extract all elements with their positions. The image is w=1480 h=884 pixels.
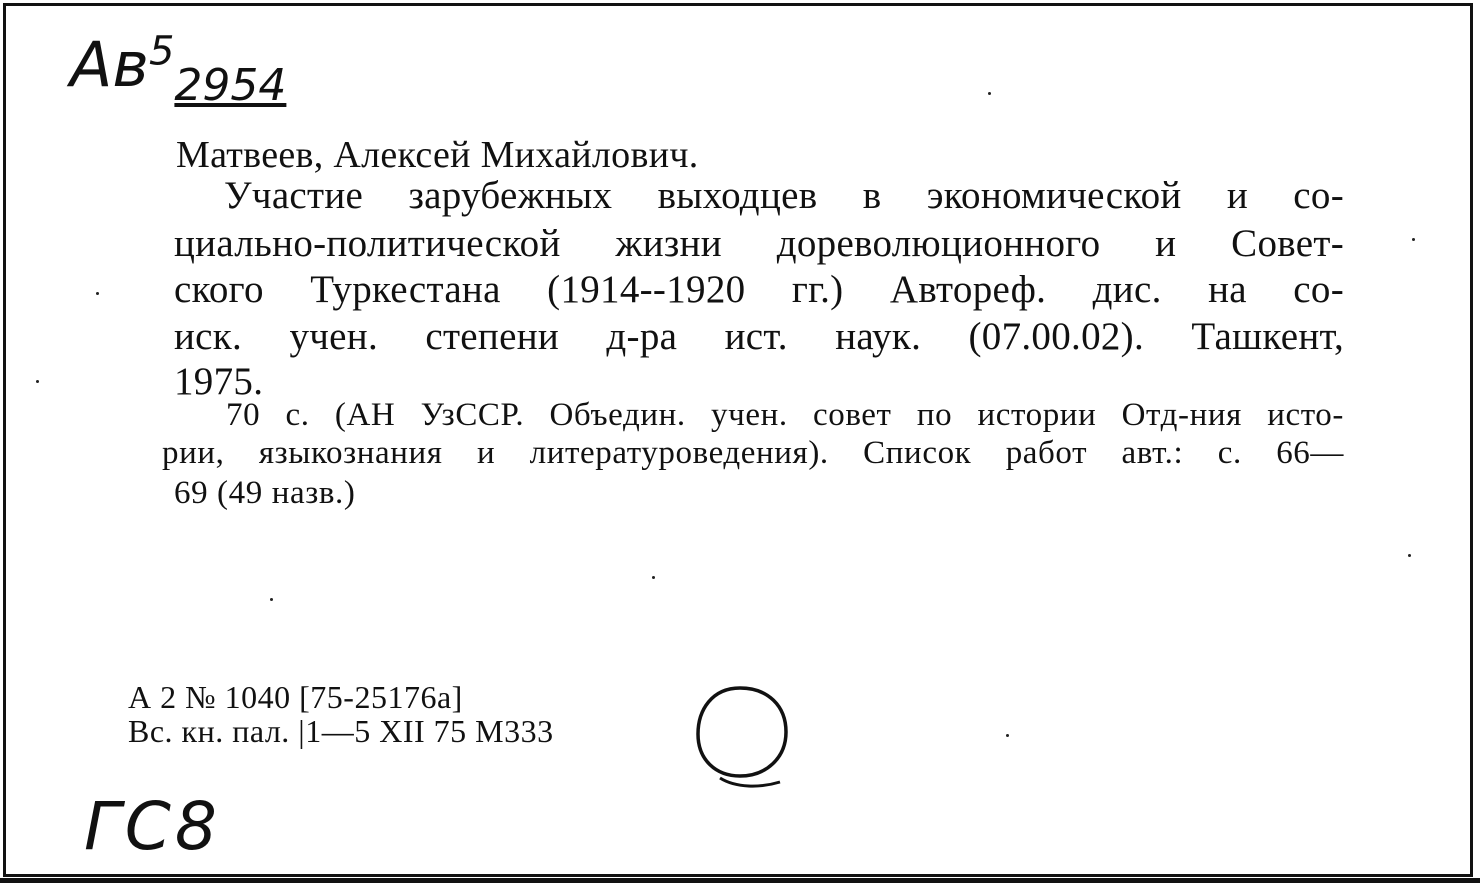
title-line-5: 1975. xyxy=(174,360,264,403)
scan-speck xyxy=(1408,554,1411,557)
collation-line-3: 69 (49 назв.) xyxy=(174,475,356,511)
shelf-mark-handwritten xyxy=(70,28,287,111)
title-line-2: циально-политической жизни дореволюционного и Совет- xyxy=(174,222,1344,265)
circle-stamp-icon xyxy=(692,682,792,794)
shelf-mark-prefix: Ав xyxy=(70,28,149,101)
catalog-number-line: А 2 № 1040 [75-25176а] xyxy=(128,679,463,715)
scan-speck xyxy=(36,380,39,383)
scan-speck xyxy=(988,92,991,95)
scan-speck xyxy=(96,292,99,295)
scan-speck xyxy=(1006,734,1009,737)
scan-speck xyxy=(1412,238,1415,241)
scan-speck xyxy=(270,598,273,601)
collation-line-2: рии, языкознания и литературоведения). Список работ авт.: с. 66— xyxy=(162,435,1344,471)
title-line-4: иск. учен. степени д-ра ист. наук. (07.00.02). Ташкент, xyxy=(174,315,1344,358)
card-bottom-edge xyxy=(0,878,1480,883)
chamber-registration-line: Вс. кн. пал. |1—5 XII 75 М333 xyxy=(128,713,554,749)
author-heading: Матвеев, Алексей Михайлович. xyxy=(176,134,699,176)
collation-line-1: 70 с. (АН УзССР. Объедин. учен. совет по истории Отд-ния исто- xyxy=(226,397,1344,433)
title-line-1: Участие зарубежных выходцев в экономической и со- xyxy=(224,174,1344,217)
shelf-mark-number: 2954 xyxy=(174,60,287,111)
shelf-mark-superscript: 5 xyxy=(148,28,175,75)
scan-speck xyxy=(652,576,655,579)
bottom-handwritten-mark: ГС8 xyxy=(84,788,221,865)
title-line-3: ского Туркестана (1914--1920 гг.) Автореф. дис. на со- xyxy=(174,268,1344,311)
